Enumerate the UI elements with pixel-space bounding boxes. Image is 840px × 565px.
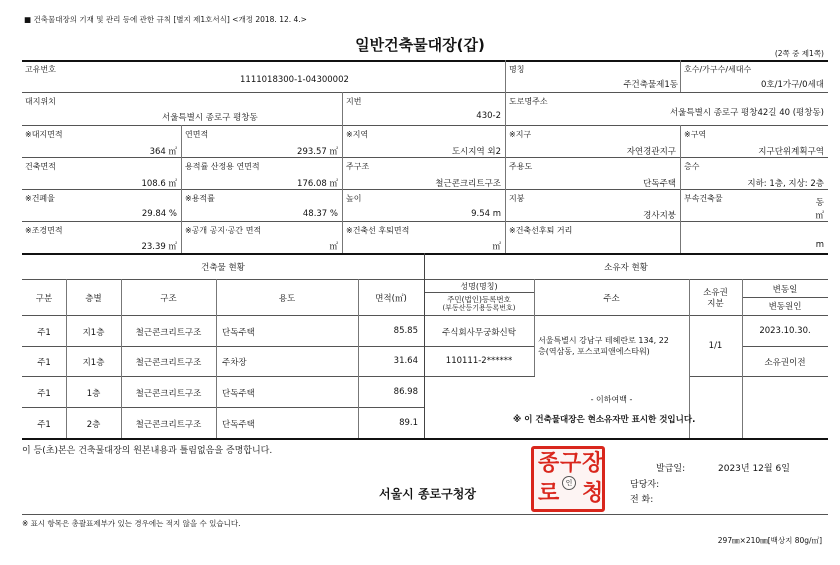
grid-vline xyxy=(680,60,681,92)
cell-structure: 철근콘크리트구조 xyxy=(135,358,202,368)
landscape: 23.39 ㎡ xyxy=(141,242,177,252)
unique-no-label: 고유번호 xyxy=(25,65,56,74)
roof: 경사지붕 xyxy=(643,211,676,221)
cell-type: 주1 xyxy=(37,358,51,368)
owner-share: 1/1 xyxy=(708,341,723,351)
cell-type: 주1 xyxy=(37,389,51,399)
floors: 지하: 1층, 지상: 2층 xyxy=(747,179,824,189)
official-seal xyxy=(531,446,605,512)
road-address-label: 도로명주소 xyxy=(509,97,548,106)
top-border xyxy=(22,60,828,62)
grid-vline xyxy=(505,92,506,125)
grid-vline xyxy=(342,125,343,253)
far-floor-area-label: 용적률 산정용 연면적 xyxy=(185,162,260,171)
col-change-date: 변동일 xyxy=(772,285,798,295)
owner-address-1: 서울특별시 강남구 테헤란로 134, 22 xyxy=(538,336,669,345)
setback-area-unit: ㎡ xyxy=(492,242,501,252)
far: 48.37 % xyxy=(302,209,338,219)
grid-line xyxy=(22,92,828,93)
issue-date: 2023년 12월 6일 xyxy=(718,464,790,474)
seal-char: 장 xyxy=(582,450,604,476)
grid-line xyxy=(22,279,828,280)
col-reg-no-sub: (부동산등기용등록번호) xyxy=(442,304,516,312)
grid-line xyxy=(22,253,828,255)
district: 도시지역 외2 xyxy=(451,147,501,157)
grid-line xyxy=(22,125,828,126)
setback-dist-label: ※건축선후퇴 거리 xyxy=(509,226,573,235)
bcr: 29.84 % xyxy=(141,209,177,219)
total-floor-area-label: 연면적 xyxy=(185,130,209,139)
annex-unit-area: ㎡ xyxy=(815,211,824,221)
seal-char: 로 xyxy=(538,480,560,506)
cell-structure: 철근콘크리트구조 xyxy=(135,389,202,399)
grid-line xyxy=(22,221,828,222)
cell-structure: 철근콘크리트구조 xyxy=(135,328,202,338)
name-value: 주건축물제1동 xyxy=(623,80,678,90)
annex-label: 부속건축물 xyxy=(684,194,723,203)
landscape-label: ※조경면적 xyxy=(25,226,63,235)
grid-line xyxy=(424,346,534,347)
roof-label: 지붕 xyxy=(509,194,525,203)
col-type: 구분 xyxy=(35,294,53,304)
col-share-2: 지분 xyxy=(707,299,724,309)
page-info: (2쪽 중 제1쪽) xyxy=(774,49,824,58)
cell-floor: 지1층 xyxy=(82,328,105,338)
col-share-1: 소유권 xyxy=(703,288,728,298)
district-label: ※지역 xyxy=(346,130,369,139)
grid-vline xyxy=(680,125,681,253)
zone-label: ※지구 xyxy=(509,130,532,139)
owner-reg-no: 110111-2****** xyxy=(445,356,513,366)
seal-char: 종 xyxy=(538,450,560,476)
units-label: 호수/가구수/세대수 xyxy=(684,65,752,74)
building-area: 108.6 ㎡ xyxy=(141,179,177,189)
owner-notice: ※ 이 건축물대장은 현소유자만 표시한 것입니다. xyxy=(513,415,696,425)
units-value: 0호/1가구/0세대 xyxy=(760,80,824,90)
grid-line xyxy=(22,157,828,158)
site-location-label: 대지위치 xyxy=(25,97,56,106)
public-space-label: ※공개 공지·공간 면적 xyxy=(185,226,262,235)
main-use: 단독주택 xyxy=(643,179,676,189)
cell-type: 주1 xyxy=(37,420,51,430)
annex-unit-dong: 동 xyxy=(815,198,824,208)
end-mark: - 이하여백 - xyxy=(590,395,633,404)
certification-statement: 이 등(초)본은 건축물대장의 원본내용과 틀림없음을 증명합니다. xyxy=(22,446,273,456)
seal-char: 구 xyxy=(560,450,582,476)
grid-line xyxy=(22,407,424,408)
paper-spec: 297㎜×210㎜[백상지 80g/㎡] xyxy=(717,536,822,545)
document-title: 일반건축물대장(갑) xyxy=(355,36,485,54)
height: 9.54 m xyxy=(471,209,501,219)
main-structure: 철근콘크리트구조 xyxy=(435,179,501,189)
land-area-label: ※대지면적 xyxy=(25,130,63,139)
issuer-name: 서울시 종로구청장 xyxy=(379,487,476,501)
cell-area: 85.85 xyxy=(393,326,418,336)
cell-structure: 철근콘크리트구조 xyxy=(135,420,202,430)
footer-line xyxy=(22,514,828,515)
col-address: 주소 xyxy=(603,294,620,304)
grid-line xyxy=(742,346,828,347)
col-change-reason: 변동원인 xyxy=(768,302,802,312)
cell-area: 89.1 xyxy=(399,418,418,428)
bcr-label: ※건폐율 xyxy=(25,194,55,203)
far-label: ※용적률 xyxy=(185,194,215,203)
grid-vline xyxy=(181,125,182,253)
grid-line xyxy=(22,346,424,347)
cell-use: 단독주택 xyxy=(222,328,255,338)
col-owner-name: 성명(명칭) xyxy=(460,282,498,291)
grid-vline xyxy=(342,92,343,125)
grid-line xyxy=(742,297,828,298)
height-label: 높이 xyxy=(346,194,362,203)
site-location: 서울특별시 종로구 평창동 xyxy=(162,113,258,123)
cell-use: 주차장 xyxy=(222,358,247,368)
cell-type: 주1 xyxy=(37,328,51,338)
unique-no: 1111018300-1-04300002 xyxy=(240,75,349,85)
col-use: 용도 xyxy=(278,294,296,304)
owner-name: 주식회사무궁화신탁 xyxy=(442,328,516,338)
cell-floor: 지1층 xyxy=(82,358,105,368)
owner-address-2: 층(역삼동, 포스코피앤에스타워) xyxy=(538,347,650,356)
issue-date-label: 발급일: xyxy=(656,464,686,474)
regulation-note: ■ 건축물대장의 기재 및 관리 등에 관한 규칙 [별지 제1호서식] <개정 2018. 12. 4.> xyxy=(24,15,307,24)
grid-line xyxy=(22,438,828,440)
building-area-label: 건축면적 xyxy=(25,162,56,171)
total-floor-area: 293.57 ㎡ xyxy=(297,147,338,157)
owner-change-reason: 소유권이전 xyxy=(764,358,806,368)
seal-center: 인 xyxy=(562,476,576,490)
area-label: ※구역 xyxy=(684,130,707,139)
grid-vline xyxy=(505,60,506,92)
lot-no-label: 지번 xyxy=(346,97,362,106)
cell-floor: 1층 xyxy=(86,389,101,399)
footer-note: ※ 표시 항목은 총괄표제부가 있는 경우에는 적지 않을 수 있습니다. xyxy=(22,519,241,528)
land-area: 364 ㎡ xyxy=(149,147,177,157)
public-space-unit: ㎡ xyxy=(329,242,338,252)
grid-line xyxy=(22,315,828,316)
setback-area-label: ※건축선 후퇴면적 xyxy=(346,226,410,235)
floors-label: 층수 xyxy=(684,162,700,171)
grid-line xyxy=(689,376,828,377)
col-structure: 구조 xyxy=(160,294,177,304)
road-address: 서울특별시 종로구 평창42길 40 (평창동) xyxy=(669,108,824,118)
grid-line xyxy=(22,189,828,190)
name-label: 명칭 xyxy=(509,65,525,74)
col-reg-no: 주민(법인)등록번호 xyxy=(447,295,511,304)
seal-char: 청 xyxy=(582,480,604,506)
cell-floor: 2층 xyxy=(86,420,101,430)
building-status-title: 건축물 현황 xyxy=(201,263,245,273)
phone-label: 전 화: xyxy=(630,495,654,505)
area: 지구단위계획구역 xyxy=(758,147,824,157)
cell-use: 단독주택 xyxy=(222,389,255,399)
officer-label: 담당자: xyxy=(630,480,660,490)
grid-line xyxy=(22,376,535,377)
far-floor-area: 176.08 ㎡ xyxy=(297,179,338,189)
lot-no: 430-2 xyxy=(476,111,501,121)
main-structure-label: 주구조 xyxy=(346,162,370,171)
col-floor: 층별 xyxy=(85,294,102,304)
grid-line xyxy=(424,292,534,293)
cell-area: 31.64 xyxy=(393,356,418,366)
owner-status-title: 소유자 현황 xyxy=(604,263,648,273)
col-area: 면적(㎡) xyxy=(375,294,407,304)
cell-area: 86.98 xyxy=(393,387,418,397)
main-use-label: 주용도 xyxy=(509,162,533,171)
cell-use: 단독주택 xyxy=(222,420,255,430)
grid-vline xyxy=(505,125,506,253)
zone: 자연경관지구 xyxy=(626,147,676,157)
owner-change-date: 2023.10.30. xyxy=(759,326,811,336)
setback-dist-unit: m xyxy=(815,240,824,250)
